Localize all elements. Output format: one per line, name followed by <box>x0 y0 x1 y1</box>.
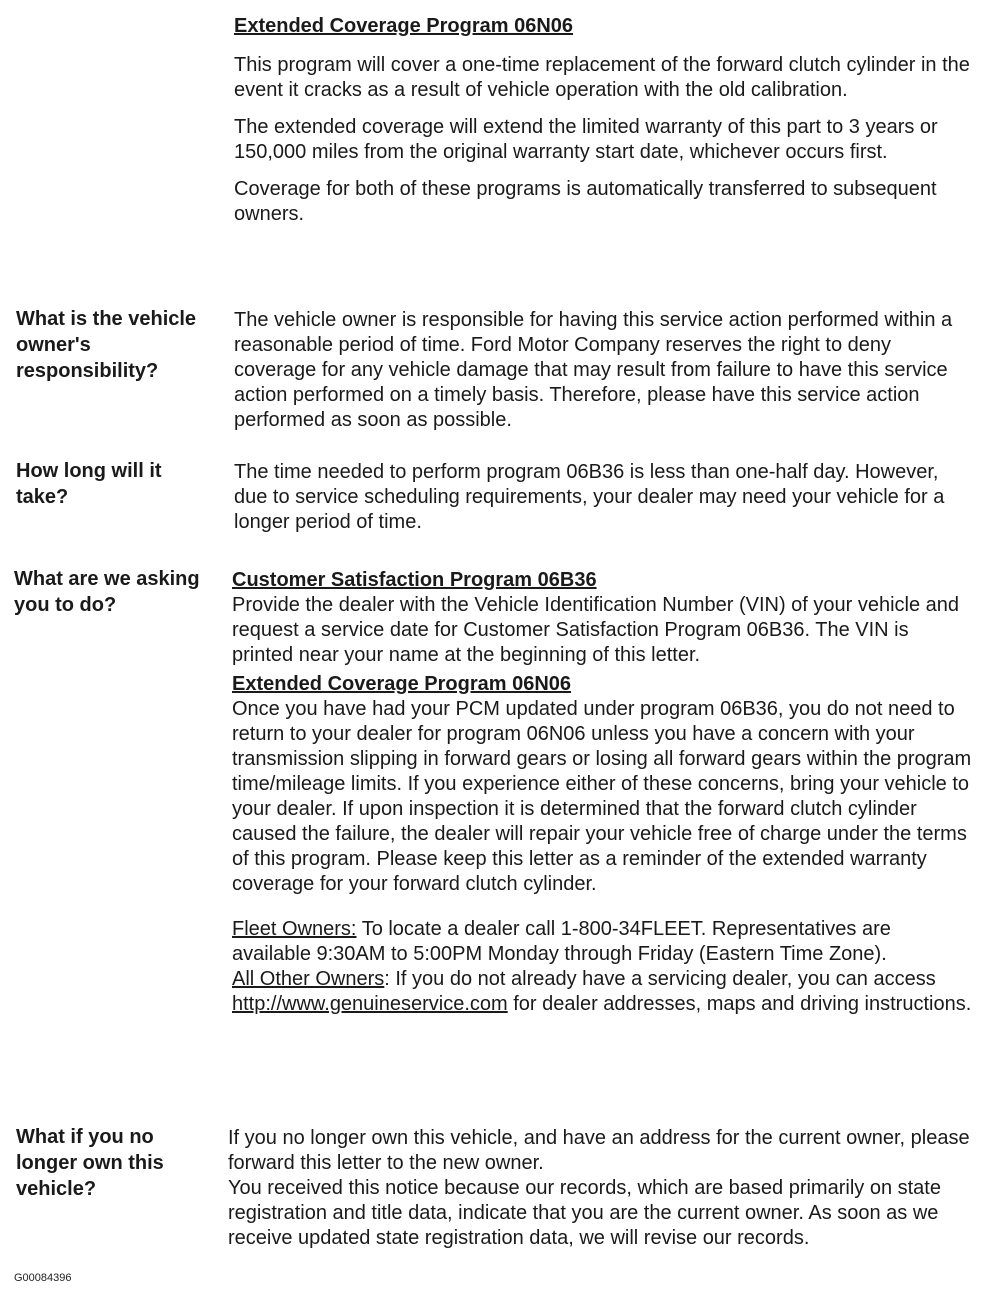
other-owners-text: : If you do not already have a servicing dealer, you can access <box>384 968 936 990</box>
document-id: G00084396 <box>14 1272 72 1284</box>
top-section <box>234 14 976 239</box>
answer-section <box>232 568 974 1017</box>
paragraph: Provide the dealer with the Vehicle Identification Number (VIN) of your vehicle and request a service date for Customer Satisfaction Program 06B36. The VIN is printed near your name at the beginning of this letter. <box>232 594 960 666</box>
fleet-label: Fleet Owners: <box>232 918 357 940</box>
answer-text <box>234 308 976 445</box>
paragraph: You received this notice because our records, which are based primarily on state registration and title data, indicate that you are the current owner. As soon as we receive updated state registration data, we will revise our records. <box>228 1177 941 1249</box>
question-label: What if you no longer own this vehicle? <box>16 1126 164 1200</box>
paragraph: The time needed to perform program 06B36 is less than one-half day. However, due to service scheduling requirements, your dealer may need your vehicle for a longer period of time. <box>234 461 945 533</box>
paragraph: The vehicle owner is responsible for having this service action performed within a reasonable period of time. Ford Motor Company reserves the right to deny coverage for any vehicle damage that may result from failure to have this service action performed on a timely basis. Therefore, please have this service action performed as soon as possible. <box>234 309 953 431</box>
section-heading: Extended Coverage Program 06N06 <box>234 15 574 37</box>
fleet-paragraph <box>232 917 974 967</box>
answer-text <box>228 1126 976 1251</box>
paragraph: This program will cover a one-time replacement of the forward clutch cylinder in the event it cracks as a result of vehicle operation with the old calibration. <box>234 54 970 101</box>
program-heading: Extended Coverage Program 06N06 <box>232 673 572 695</box>
program-heading: Customer Satisfaction Program 06B36 <box>232 569 597 591</box>
paragraph: Coverage for both of these programs is automatically transferred to subsequent owners. <box>234 178 937 225</box>
question-label: What is the vehicle owner's responsibility? <box>16 308 197 382</box>
question-label: How long will it take? <box>16 460 162 508</box>
paragraph: Once you have had your PCM updated under program 06B36, you do not need to return to your dealer for program 06N06 unless you have a concern with your transmission slipping in forward gears or losing all forward gears within the program time/mileage limits. If you experience either of these concerns, bring your vehicle to your dealer. If upon inspection it is determined that the forward clutch cylinder caused the failure, the dealer will repair your vehicle free of charge under the terms of this program. Please keep this letter as a reminder of the extended warranty coverage for your forward clutch cylinder. <box>232 698 972 895</box>
paragraph: If you no longer own this vehicle, and have an address for the current owner, please forward this letter to the new owner. <box>228 1127 970 1174</box>
question-label: What are we asking you to do? <box>14 568 200 616</box>
other-owners-paragraph <box>232 967 974 1017</box>
other-owners-text: for dealer addresses, maps and driving instructions. <box>513 993 972 1015</box>
website-link[interactable]: http://www.genuineservice.com <box>232 993 508 1015</box>
other-owners-label: All Other Owners <box>232 968 385 990</box>
fleet-text: To locate a dealer call 1-800-34FLEET. Representatives are available 9:30AM to 5:00PM Monday through Friday (Eastern Time Zone). <box>232 918 891 965</box>
paragraph: The extended coverage will extend the limited warranty of this part to 3 years or 150,000 miles from the original warranty start date, whichever occurs first. <box>234 116 938 163</box>
answer-text <box>234 460 976 547</box>
